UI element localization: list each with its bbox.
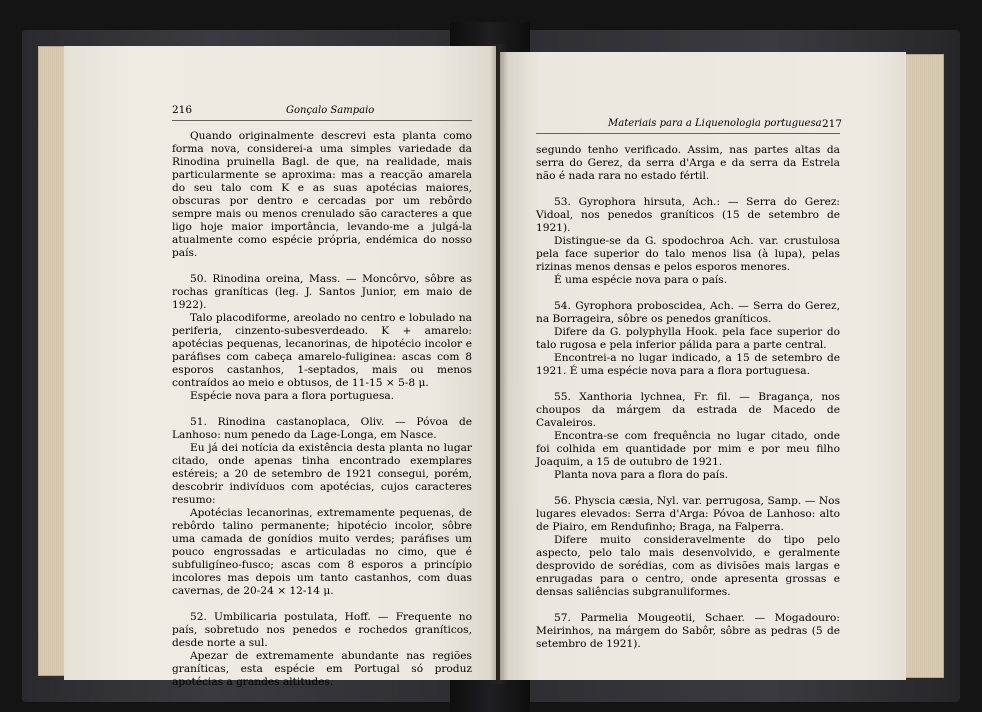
book-gutter <box>490 44 508 684</box>
paragraph: Talo placodiforme, areolado no centro e lobulado na periferia, cinzento-subesverdeado. K + amarelo: apotécias pequenas, lecanorinas, de hipotécio incolor e paráfises com cabeça amarelo-fuliginea: ascas com 8 esporos castanhos, 1-septados, mais ou menos contraídos ao meio e obtusos, de 11-15 × 5-8 μ. <box>172 312 472 389</box>
paragraph: Distingue-se da G. spodochroa Ach. var. crustulosa pela face superior do talo menos lisa (à lupa), pelas rizinas menos densas e pelos esporos menores. <box>536 235 840 273</box>
page-number: 217 <box>822 118 843 130</box>
paragraph: Encontrei-a no lugar indicado, a 15 de setembro de 1921. É uma espécie nova para a flora portuguesa. <box>536 352 840 377</box>
paragraph: Quando originalmente descrevi esta planta como forma nova, considerei-a uma simples variedade da Rinodina pruinella Bagl. de que, na realidade, mais particularmente se aproxima: mas a reacção amarela do seu talo com K e as suas apotécias maiores, obscuras por dentro e cercadas por um rebôrdo sempre mais ou menos crenulado são caracteres a que ligo hoje maior importância, levando-me a julgá-la atualmente como espécie própria, endémica do nosso país. <box>172 130 472 259</box>
paragraph: Apotécias lecanorinas, extremamente pequenas, de rebôrdo talino permanente; hipotécio incolor, sôbre uma camada de gonídios muito verdes; paráfises um pouco engrossadas e articuladas no cimo, que é subfuligíneo-fusco; ascas com 8 esporos a princípio incolores mas depois um tanto castanhos, com duas cavernas, de 20-24 × 12-14 μ. <box>172 507 472 597</box>
paragraph: 51. Rinodina castanoplaca, Oliv. — Póvoa de Lanhoso: num penedo da Lage-Longa, em Nasce. <box>172 416 472 441</box>
running-head: Materiais para a Liquenologia portuguesa <box>608 118 822 129</box>
paragraph: 52. Umbilicaria postulata, Hoff. — Frequente no país, sobretudo nos penedos e rochedos graníticos, desde norte a sul. <box>172 611 472 649</box>
right-page-body <box>536 144 840 651</box>
left-page-content <box>64 46 496 688</box>
header-rule <box>172 120 472 121</box>
paragraph: 55. Xanthoria lychnea, Fr. fil. — Bragança, nos choupos da márgem da estrada de Macedo de Cavaleiros. <box>536 391 840 429</box>
paragraph: Planta nova para a flora do país. <box>554 469 729 481</box>
paragraph: Difere muito consideravelmente do tipo pelo aspecto, pelo talo mais desenvolvido, e geralmente desprovido de sorédias, com as divisões mais largas e enrugadas para o centro, onde apresenta grossas e densas saliências subgranuliformes. <box>536 534 840 598</box>
paragraph: Espécie nova para a flora portuguesa. <box>190 390 395 402</box>
paragraph: 50. Rinodina oreina, Mass. — Moncôrvo, sôbre as rochas graníticas (leg. J. Santos Junior, em maio de 1922). <box>172 273 472 311</box>
paragraph: 57. Parmelia Mougeotii, Schaer. — Mogadouro: Meirinhos, na márgem do Sabôr, sôbre as pedras (5 de setembro de 1921). <box>536 612 840 650</box>
running-head: Gonçalo Sampaio <box>286 105 375 116</box>
paragraph: 53. Gyrophora hirsuta, Ach.: — Serra do Gerez: Vidoal, nos penedos graníticos (15 de setembro de 1921). <box>536 196 840 234</box>
paragraph: 54. Gyrophora proboscidea, Ach. — Serra do Gerez, na Borrageira, sôbre os penedos graníticos. <box>536 300 840 325</box>
header-rule <box>536 133 840 134</box>
paragraph: Difere da G. polyphylla Hook. pela face superior do talo rugosa e pela inferior pálida para a parte central. <box>536 326 840 351</box>
paragraph: É uma espécie nova para o país. <box>554 274 728 286</box>
paragraph: 56. Physcia cæsia, Nyl. var. perrugosa, Samp. — Nos lugares elevados: Serra d'Arga: Póvoa de Lanhoso: alto de Piairo, em Rendufinho; Braga, na Falperra. <box>536 495 840 533</box>
paragraph: Apezar de extremamente abundante nas regiões graníticas, esta espécie em Portugal só produz apotécias a grandes altitudes. <box>172 650 472 688</box>
paragraph: Eu já dei notícia da existência desta planta no lugar citado, onde apenas tinha encontrado exemplares estéreis; a 20 de setembro de 1921 consegui, porém, descobrir indivíduos com apotécias, cujos caracteres resumo: <box>172 442 472 506</box>
page-number: 216 <box>172 104 193 116</box>
paragraph: Encontra-se com frequência no lugar citado, onde foi colhida em quantidade por mim e por meu filho Joaquim, a 15 de outubro de 1921. <box>536 430 840 468</box>
paragraph: segundo tenho verificado. Assim, nas partes altas da serra do Gerez, da serra d'Arga e da serra da Estrela não é nada rara no estado fértil. <box>536 144 840 182</box>
left-page-body <box>172 130 472 689</box>
page-edges-right <box>902 54 944 678</box>
right-page-content <box>500 52 906 680</box>
